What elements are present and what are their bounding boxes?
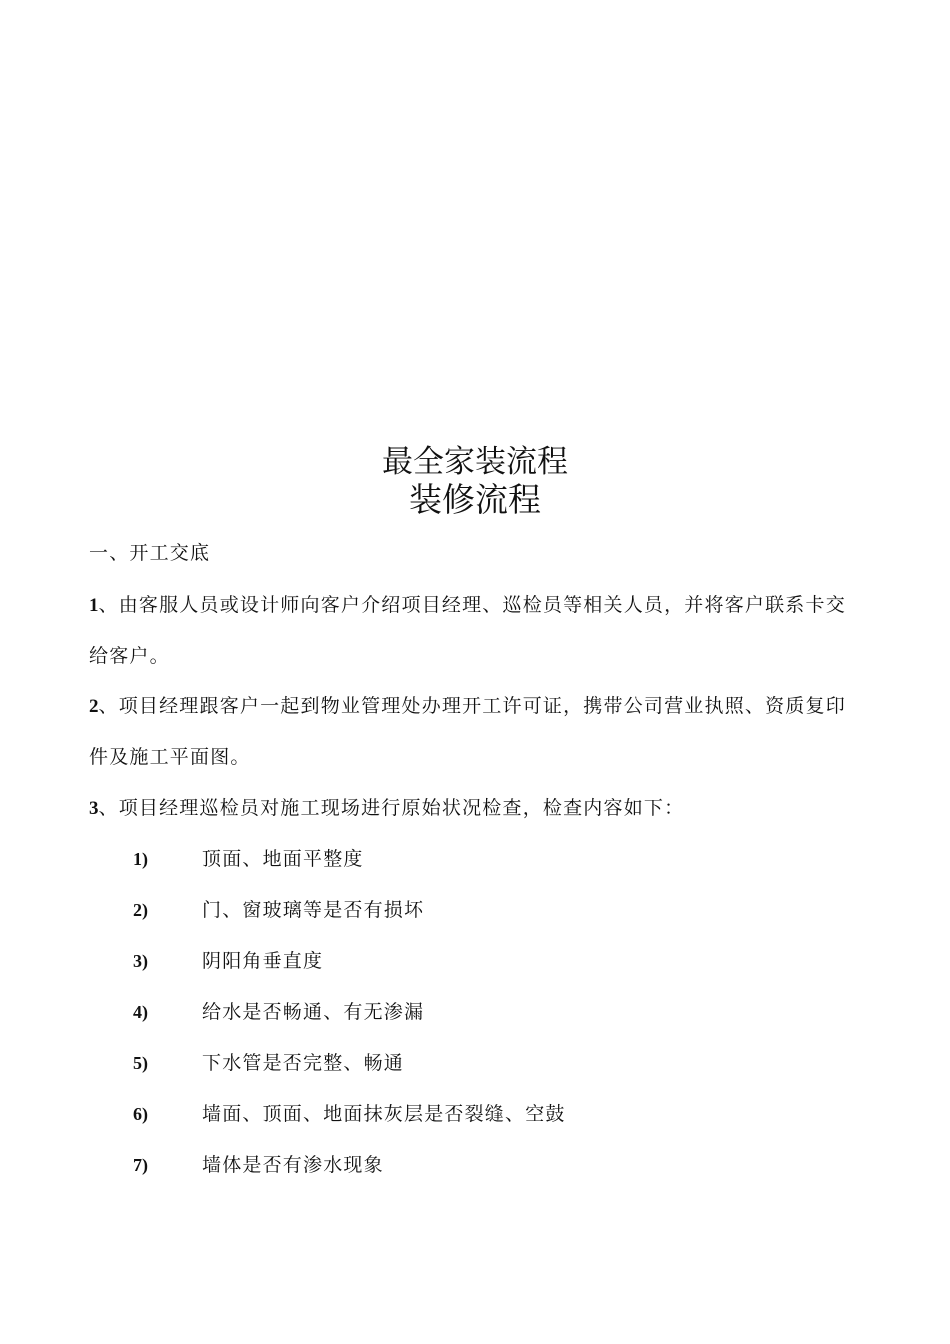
list-marker: 3): [133, 951, 148, 971]
paragraph-number: 3: [89, 798, 99, 819]
paragraph-text: 、项目经理巡检员对施工现场进行原始状况检查，检查内容如下：: [98, 797, 685, 819]
list-item: [133, 1140, 833, 1191]
document-subtitle: 装修流程: [409, 480, 541, 519]
paragraph-3: [89, 783, 864, 834]
inspection-checklist: [133, 834, 833, 1191]
list-marker: 2): [133, 900, 148, 920]
list-item: [133, 885, 833, 936]
paragraph-text: 、项目经理跟客户一起到物业管理处办理开工许可证，携带公司营业执照、资质复印件及施工平面图。: [89, 695, 846, 768]
list-item: [133, 987, 833, 1038]
paragraph-text: 、由客服人员或设计师向客户介绍项目经理、巡检员等相关人员，并将客户联系卡交给客户。: [89, 594, 846, 667]
list-item-text: 阴阳角垂直度: [202, 950, 324, 972]
paragraph-2: [89, 681, 864, 783]
paragraph-number: 1: [89, 595, 99, 616]
list-item-text: 门、窗玻璃等是否有损坏: [202, 899, 425, 921]
list-item: [133, 936, 833, 987]
section-heading: 一、开工交底: [89, 542, 211, 564]
list-marker: 5): [133, 1053, 148, 1073]
list-marker: 4): [133, 1002, 148, 1022]
list-item-text: 给水是否畅通、有无渗漏: [202, 1001, 425, 1023]
list-item-text: 顶面、地面平整度: [202, 848, 364, 870]
list-item-text: 墙面、顶面、地面抹灰层是否裂缝、空鼓: [202, 1103, 566, 1125]
list-marker: 7): [133, 1155, 148, 1175]
document-title: 最全家装流程: [382, 444, 568, 480]
list-item: [133, 1089, 833, 1140]
list-item-text: 墙体是否有渗水现象: [202, 1154, 384, 1176]
paragraph-number: 2: [89, 696, 99, 717]
list-item: [133, 1038, 833, 1089]
list-marker: 1): [133, 849, 148, 869]
list-marker: 6): [133, 1104, 148, 1124]
list-item-text: 下水管是否完整、畅通: [202, 1052, 405, 1074]
paragraph-1: [89, 580, 864, 682]
list-item: [133, 834, 833, 885]
